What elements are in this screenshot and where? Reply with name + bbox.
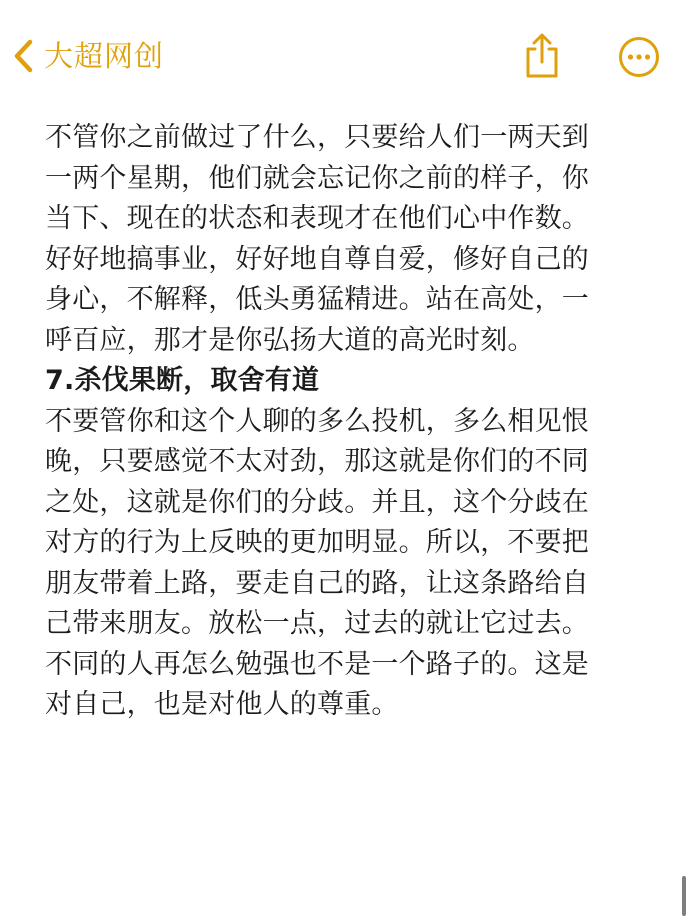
- note-content[interactable]: [45, 118, 645, 726]
- note-paragraph: 不管你之前做过了什么，只要给人们一两天到 一两个星期，他们就会忘记你之前的样子，你 当下、现在的状态和表现才在他们心中作数。 好好地搞事业，好好地自尊自爱，修好自己的 身心，不解释，低头勇猛精进。站在高处，一 呼百应，那才是你弘扬大道的高光时刻。: [45, 122, 589, 356]
- scrollbar-thumb[interactable]: [682, 876, 686, 916]
- more-icon: [618, 63, 660, 82]
- note-paragraph: 不要管你和这个人聊的多么投机，多么相见恨 晚，只要感觉不太对劲，那这就是你们的不同 之处，这就是你们的分歧。并且，这个分歧在 对方的行为上反映的更加明显。所以，不要把 朋友带着上路，要走自己的路，让这条路给自 己带来朋友。放松一点，过去的就让它过去。 不同的人再怎么勉强也不是一个路子的。这是 对自己，也是对他人的尊重。: [45, 405, 589, 720]
- chevron-left-icon: [12, 39, 36, 73]
- back-label: 大超网创: [44, 39, 165, 73]
- more-button[interactable]: [618, 36, 660, 78]
- share-icon: [522, 65, 562, 84]
- back-button[interactable]: [12, 34, 164, 78]
- section-heading: 7.杀伐果断，取舍有道: [45, 365, 320, 396]
- share-button[interactable]: [522, 32, 562, 80]
- navigation-bar: [0, 0, 690, 110]
